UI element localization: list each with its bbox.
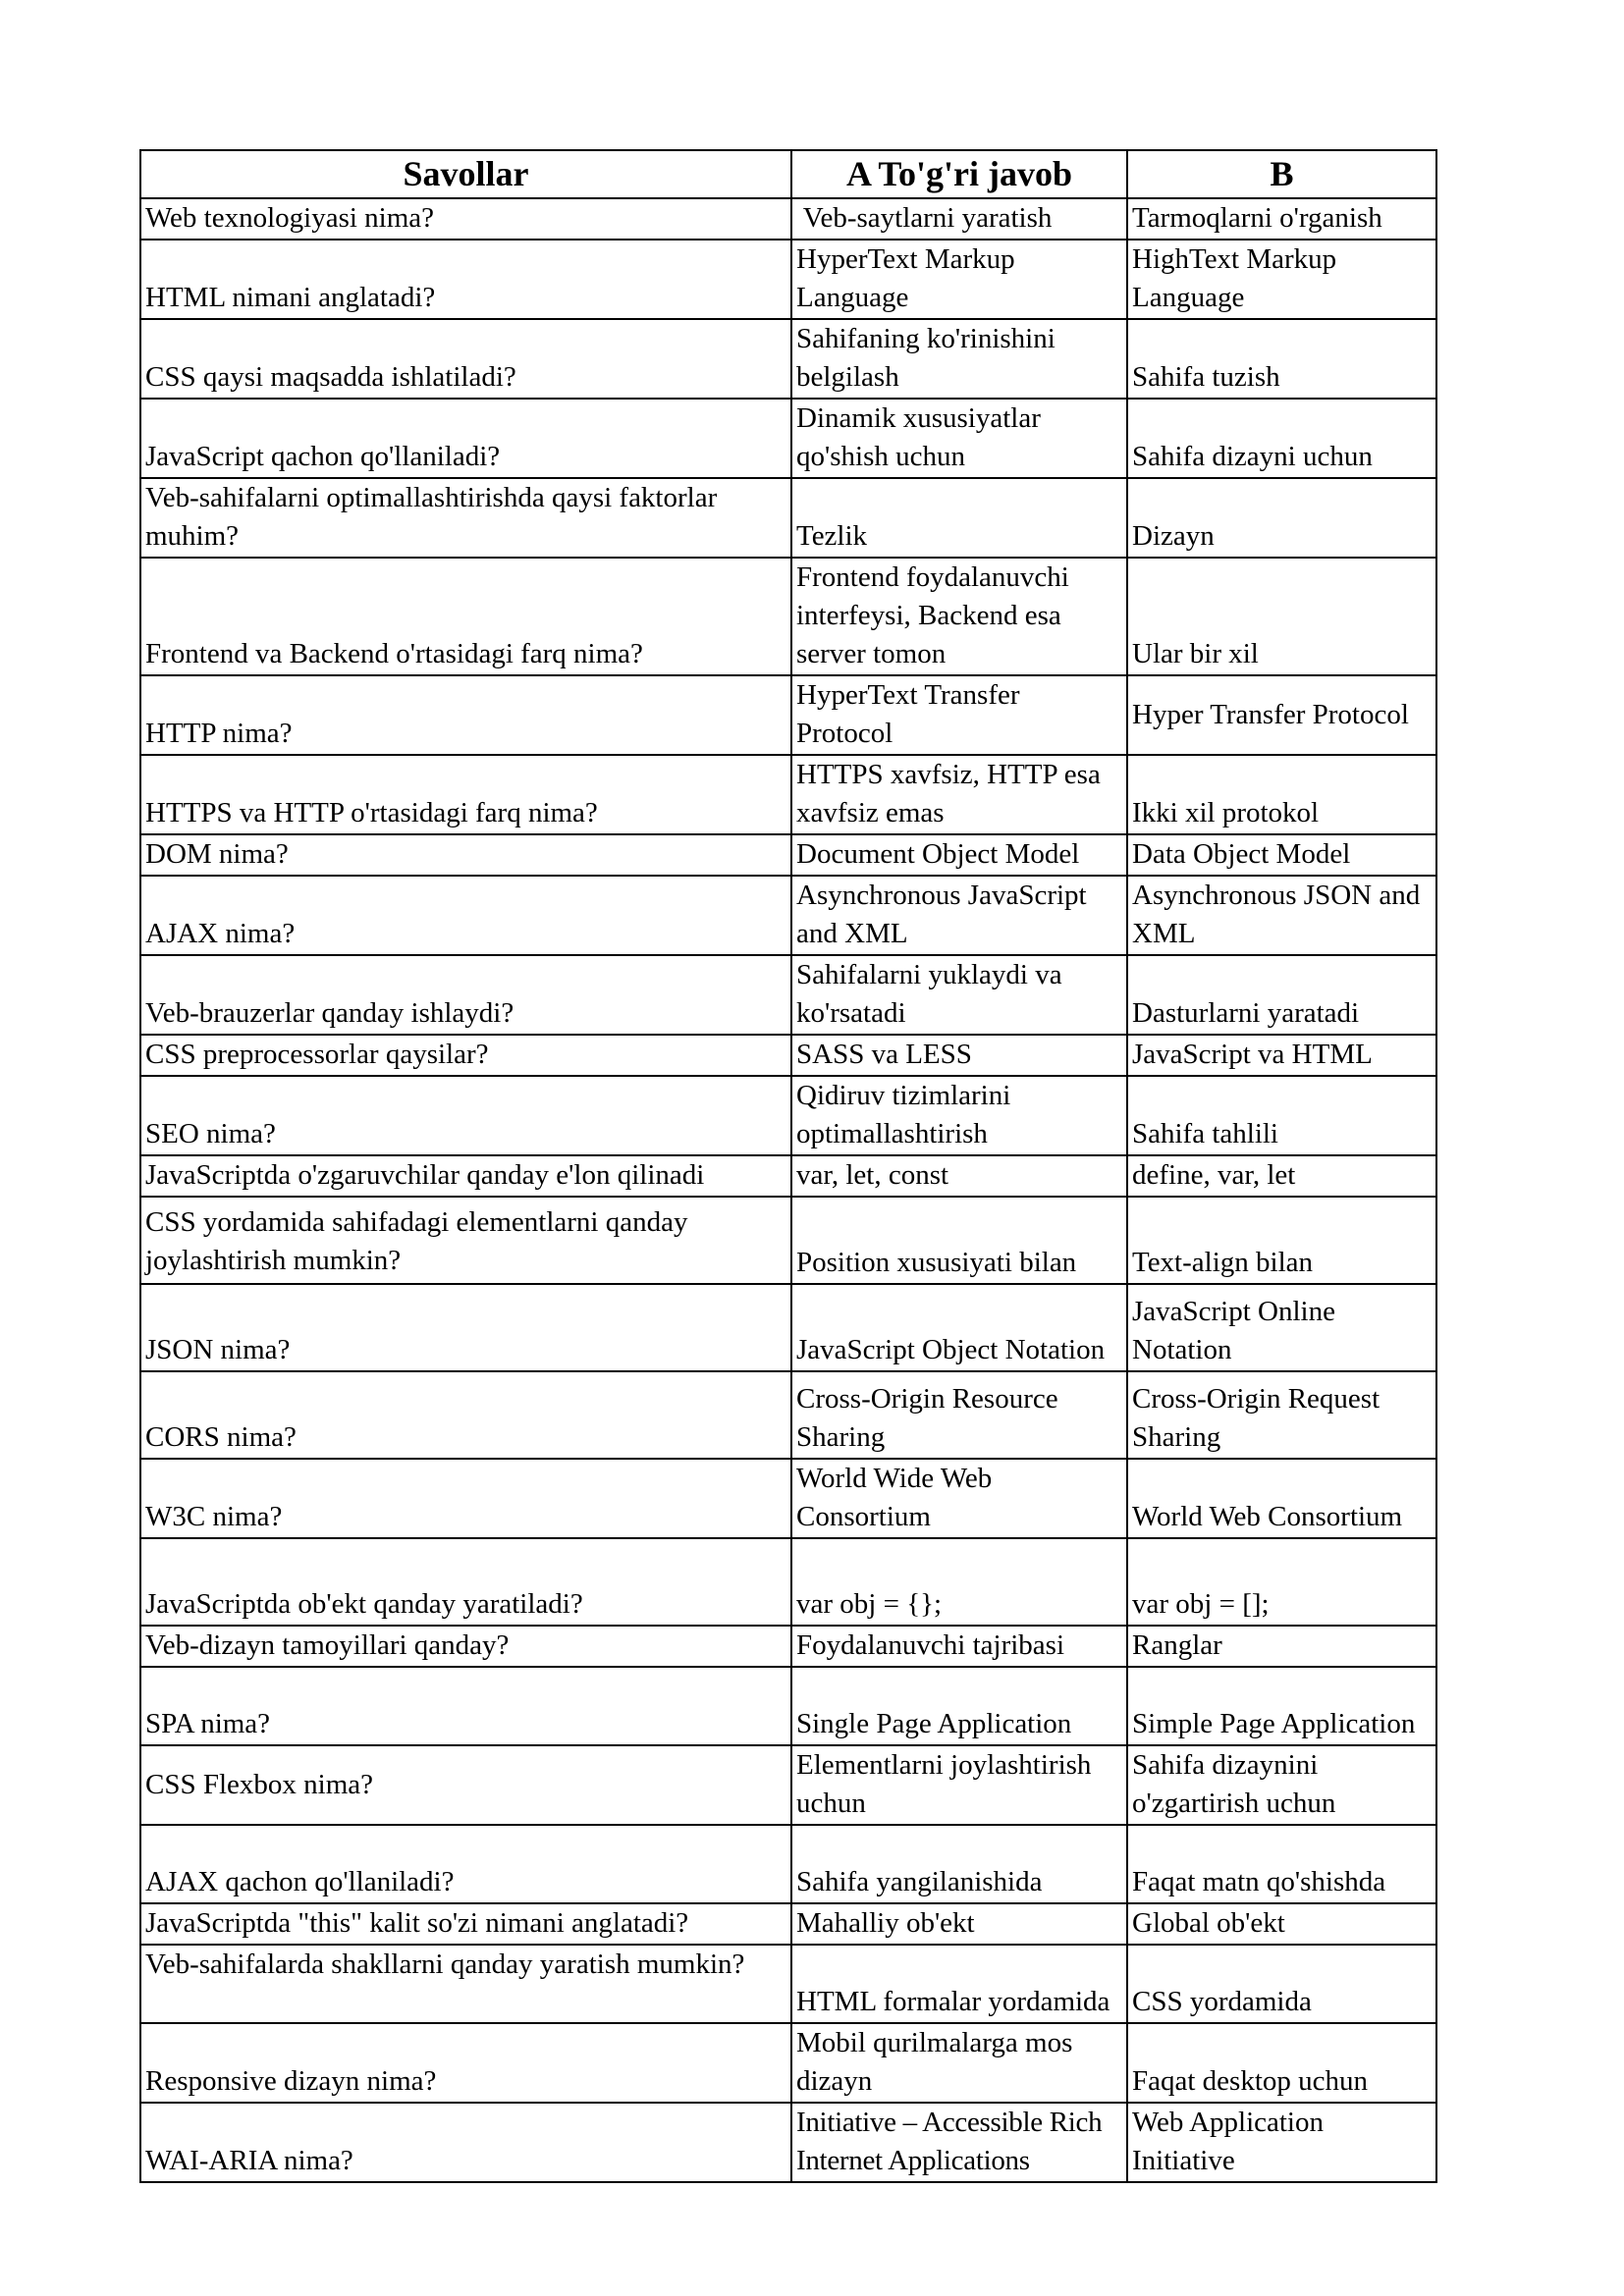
answer-a-cell: Cross-Origin Resource Sharing <box>791 1371 1127 1459</box>
table-row <box>140 399 1436 478</box>
table-row <box>140 1459 1436 1538</box>
answer-b-cell: Web Application Initiative <box>1127 2103 1436 2182</box>
questions-table <box>139 149 1437 2183</box>
answer-b-cell: Global ob'ekt <box>1127 1903 1436 1945</box>
question-cell: CSS preprocessorlar qaysilar? <box>140 1035 791 1076</box>
question-cell: CORS nima? <box>140 1371 791 1459</box>
question-cell: AJAX nima? <box>140 876 791 955</box>
answer-a-cell: Elementlarni joylashtirish uchun <box>791 1745 1127 1825</box>
answer-a-cell: Position xususiyati bilan <box>791 1197 1127 1284</box>
answer-b-cell: Text-align bilan <box>1127 1197 1436 1284</box>
answer-a-cell: HTTPS xavfsiz, HTTP esa xavfsiz emas <box>791 755 1127 834</box>
answer-b-cell: Ranglar <box>1127 1626 1436 1667</box>
table-row <box>140 1945 1436 2023</box>
question-cell: CSS Flexbox nima? <box>140 1745 791 1825</box>
question-cell: HTTPS va HTTP o'rtasidagi farq nima? <box>140 755 791 834</box>
question-cell: HTML nimani anglatadi? <box>140 240 791 319</box>
table-row <box>140 1035 1436 1076</box>
answer-b-cell: Sahifa tahlili <box>1127 1076 1436 1155</box>
answer-b-cell: Sahifa dizayni uchun <box>1127 399 1436 478</box>
answer-b-cell: CSS yordamida <box>1127 1945 1436 2023</box>
table-row <box>140 198 1436 240</box>
table-row <box>140 1667 1436 1745</box>
answer-a-cell: Foydalanuvchi tajribasi <box>791 1626 1127 1667</box>
question-cell: CSS qaysi maqsadda ishlatiladi? <box>140 319 791 399</box>
answer-a-cell: var, let, const <box>791 1155 1127 1197</box>
answer-b-cell: Dizayn <box>1127 478 1436 558</box>
answer-a-cell: HyperText Markup Language <box>791 240 1127 319</box>
answer-a-cell: Dinamik xususiyatlar qo'shish uchun <box>791 399 1127 478</box>
answer-a-cell: Sahifaning ko'rinishini belgilash <box>791 319 1127 399</box>
table-row <box>140 240 1436 319</box>
answer-b-cell: World Web Consortium <box>1127 1459 1436 1538</box>
answer-a-cell: Mahalliy ob'ekt <box>791 1903 1127 1945</box>
answer-a-cell: HyperText Transfer Protocol <box>791 675 1127 755</box>
table-row <box>140 478 1436 558</box>
answer-b-cell: Data Object Model <box>1127 834 1436 876</box>
answer-b-cell: HighText Markup Language <box>1127 240 1436 319</box>
answer-a-cell: Sahifalarni yuklaydi va ko'rsatadi <box>791 955 1127 1035</box>
answer-b-cell: Ular bir xil <box>1127 558 1436 675</box>
answer-b-cell: Sahifa tuzish <box>1127 319 1436 399</box>
question-cell: Veb-sahifalarda shakllarni qanday yaratish mumkin? <box>140 1945 791 2023</box>
answer-b-cell: Cross-Origin Request Sharing <box>1127 1371 1436 1459</box>
question-cell: Veb-brauzerlar qanday ishlaydi? <box>140 955 791 1035</box>
answer-a-cell: Veb-saytlarni yaratish <box>791 198 1127 240</box>
question-cell: Responsive dizayn nima? <box>140 2023 791 2103</box>
answer-a-cell: Mobil qurilmalarga mos dizayn <box>791 2023 1127 2103</box>
table-row <box>140 955 1436 1035</box>
table-row <box>140 834 1436 876</box>
answer-b-cell: Tarmoqlarni o'rganish <box>1127 198 1436 240</box>
question-cell: JavaScript qachon qo'llaniladi? <box>140 399 791 478</box>
question-cell: Veb-sahifalarni optimallashtirishda qaysi faktorlar muhim? <box>140 478 791 558</box>
answer-b-cell: Asynchronous JSON and XML <box>1127 876 1436 955</box>
header-a-correct: A To'g'ri javob <box>791 150 1127 198</box>
answer-b-cell: Simple Page Application <box>1127 1667 1436 1745</box>
table-row <box>140 319 1436 399</box>
answer-b-cell: Faqat desktop uchun <box>1127 2023 1436 2103</box>
answer-a-cell: Initiative – Accessible Rich Internet Applications <box>791 2103 1127 2182</box>
answer-b-cell: Dasturlarni yaratadi <box>1127 955 1436 1035</box>
table-row <box>140 1284 1436 1371</box>
table-row <box>140 1745 1436 1825</box>
answer-a-cell: SASS va LESS <box>791 1035 1127 1076</box>
answer-a-cell: Tezlik <box>791 478 1127 558</box>
table-row <box>140 675 1436 755</box>
answer-b-cell: define, var, let <box>1127 1155 1436 1197</box>
answer-a-cell: World Wide Web Consortium <box>791 1459 1127 1538</box>
question-cell: HTTP nima? <box>140 675 791 755</box>
answer-a-cell: HTML formalar yordamida <box>791 1945 1127 2023</box>
table-row <box>140 1371 1436 1459</box>
table-row <box>140 1626 1436 1667</box>
answer-a-cell: Asynchronous JavaScript and XML <box>791 876 1127 955</box>
question-cell: JSON nima? <box>140 1284 791 1371</box>
answer-a-cell: Qidiruv tizimlarini optimallashtirish <box>791 1076 1127 1155</box>
table-row <box>140 876 1436 955</box>
table-row <box>140 2103 1436 2182</box>
table-row <box>140 755 1436 834</box>
table-row <box>140 1538 1436 1626</box>
question-cell: W3C nima? <box>140 1459 791 1538</box>
table-row <box>140 1825 1436 1903</box>
question-cell: JavaScriptda "this" kalit so'zi nimani anglatadi? <box>140 1903 791 1945</box>
header-row <box>140 150 1436 198</box>
question-cell: Web texnologiyasi nima? <box>140 198 791 240</box>
answer-b-cell: var obj = []; <box>1127 1538 1436 1626</box>
answer-b-cell: Hyper Transfer Protocol <box>1127 675 1436 755</box>
question-cell: SEO nima? <box>140 1076 791 1155</box>
question-cell: WAI-ARIA nima? <box>140 2103 791 2182</box>
question-cell: JavaScriptda ob'ekt qanday yaratiladi? <box>140 1538 791 1626</box>
answer-a-cell: var obj = {}; <box>791 1538 1127 1626</box>
table-row <box>140 558 1436 675</box>
question-cell: JavaScriptda o'zgaruvchilar qanday e'lon qilinadi <box>140 1155 791 1197</box>
question-cell: DOM nima? <box>140 834 791 876</box>
answer-b-cell: Faqat matn qo'shishda <box>1127 1825 1436 1903</box>
answer-a-cell: JavaScript Object Notation <box>791 1284 1127 1371</box>
table-row <box>140 1197 1436 1284</box>
answer-b-cell: Sahifa dizaynini o'zgartirish uchun <box>1127 1745 1436 1825</box>
table-row <box>140 2023 1436 2103</box>
answer-b-cell: JavaScript Online Notation <box>1127 1284 1436 1371</box>
question-cell: SPA nima? <box>140 1667 791 1745</box>
question-cell: AJAX qachon qo'llaniladi? <box>140 1825 791 1903</box>
answer-b-cell: JavaScript va HTML <box>1127 1035 1436 1076</box>
header-b: B <box>1127 150 1436 198</box>
question-cell: Veb-dizayn tamoyillari qanday? <box>140 1626 791 1667</box>
table-row <box>140 1076 1436 1155</box>
answer-a-cell: Frontend foydalanuvchi interfeysi, Backend esa server tomon <box>791 558 1127 675</box>
question-cell: CSS yordamida sahifadagi elementlarni qanday joylashtirish mumkin? <box>140 1197 791 1284</box>
table-row <box>140 1903 1436 1945</box>
answer-a-cell: Document Object Model <box>791 834 1127 876</box>
table-row <box>140 1155 1436 1197</box>
answer-a-cell: Single Page Application <box>791 1667 1127 1745</box>
question-cell: Frontend va Backend o'rtasidagi farq nima? <box>140 558 791 675</box>
header-savollar: Savollar <box>140 150 791 198</box>
answer-a-cell: Sahifa yangilanishida <box>791 1825 1127 1903</box>
answer-b-cell: Ikki xil protokol <box>1127 755 1436 834</box>
